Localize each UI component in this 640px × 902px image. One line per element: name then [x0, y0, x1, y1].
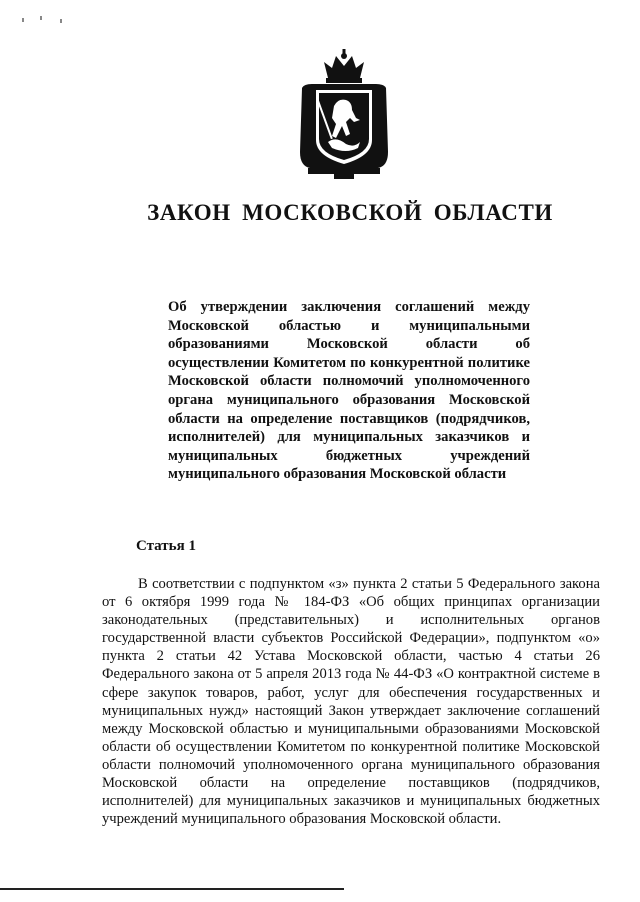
article-heading: Статья 1	[136, 538, 196, 554]
article-body: В соответствии с подпунктом «з» пункта 2 статьи 5 Федерального закона от 6 октября 1999 года № 184-ФЗ «Об общих принципах организации законодательных (представительных) и исполнительных органов государственной власти субъектов Российской Федерации», подпунктом «о» пункта 2 статьи 42 Устава Московской области, частью 4 статьи 26 Федерального закона от 5 апреля 2013 года № 44-ФЗ «О контрактной системе в сфере закупок товаров, работ, услуг для обеспечения государственных и муниципальных нужд» настоящий Закон утверждает заключение соглашений между Московской областью и муниципальными образованиями Московской области об осуществлении Комитетом по конкурентной политике Московской области полномочий уполномоченного органа муниципального образования Московской области на определение поставщиков (подрядчиков, исполнителей) для муниципальных заказчиков и муниципальных бюджетных учреждений муниципального образования Московской области.	[102, 576, 600, 828]
coat-of-arms-icon	[294, 48, 394, 184]
bottom-divider	[0, 888, 344, 890]
law-subject: Об утверждении заключения соглашений между Московской областью и муниципальными образованиями Московской области об осуществлении Комитетом по конкурентной политике Московской области полномочий уполномоченного органа муниципального образования Московской области на определение поставщиков (подрядчиков, исполнителей) для муниципальных заказчиков и муниципальных бюджетных учреждений муниципального образования Московской области	[168, 299, 530, 483]
scan-artifacts	[20, 14, 80, 26]
law-title: ЗАКОН МОСКОВСКОЙ ОБЛАСТИ	[147, 200, 553, 225]
